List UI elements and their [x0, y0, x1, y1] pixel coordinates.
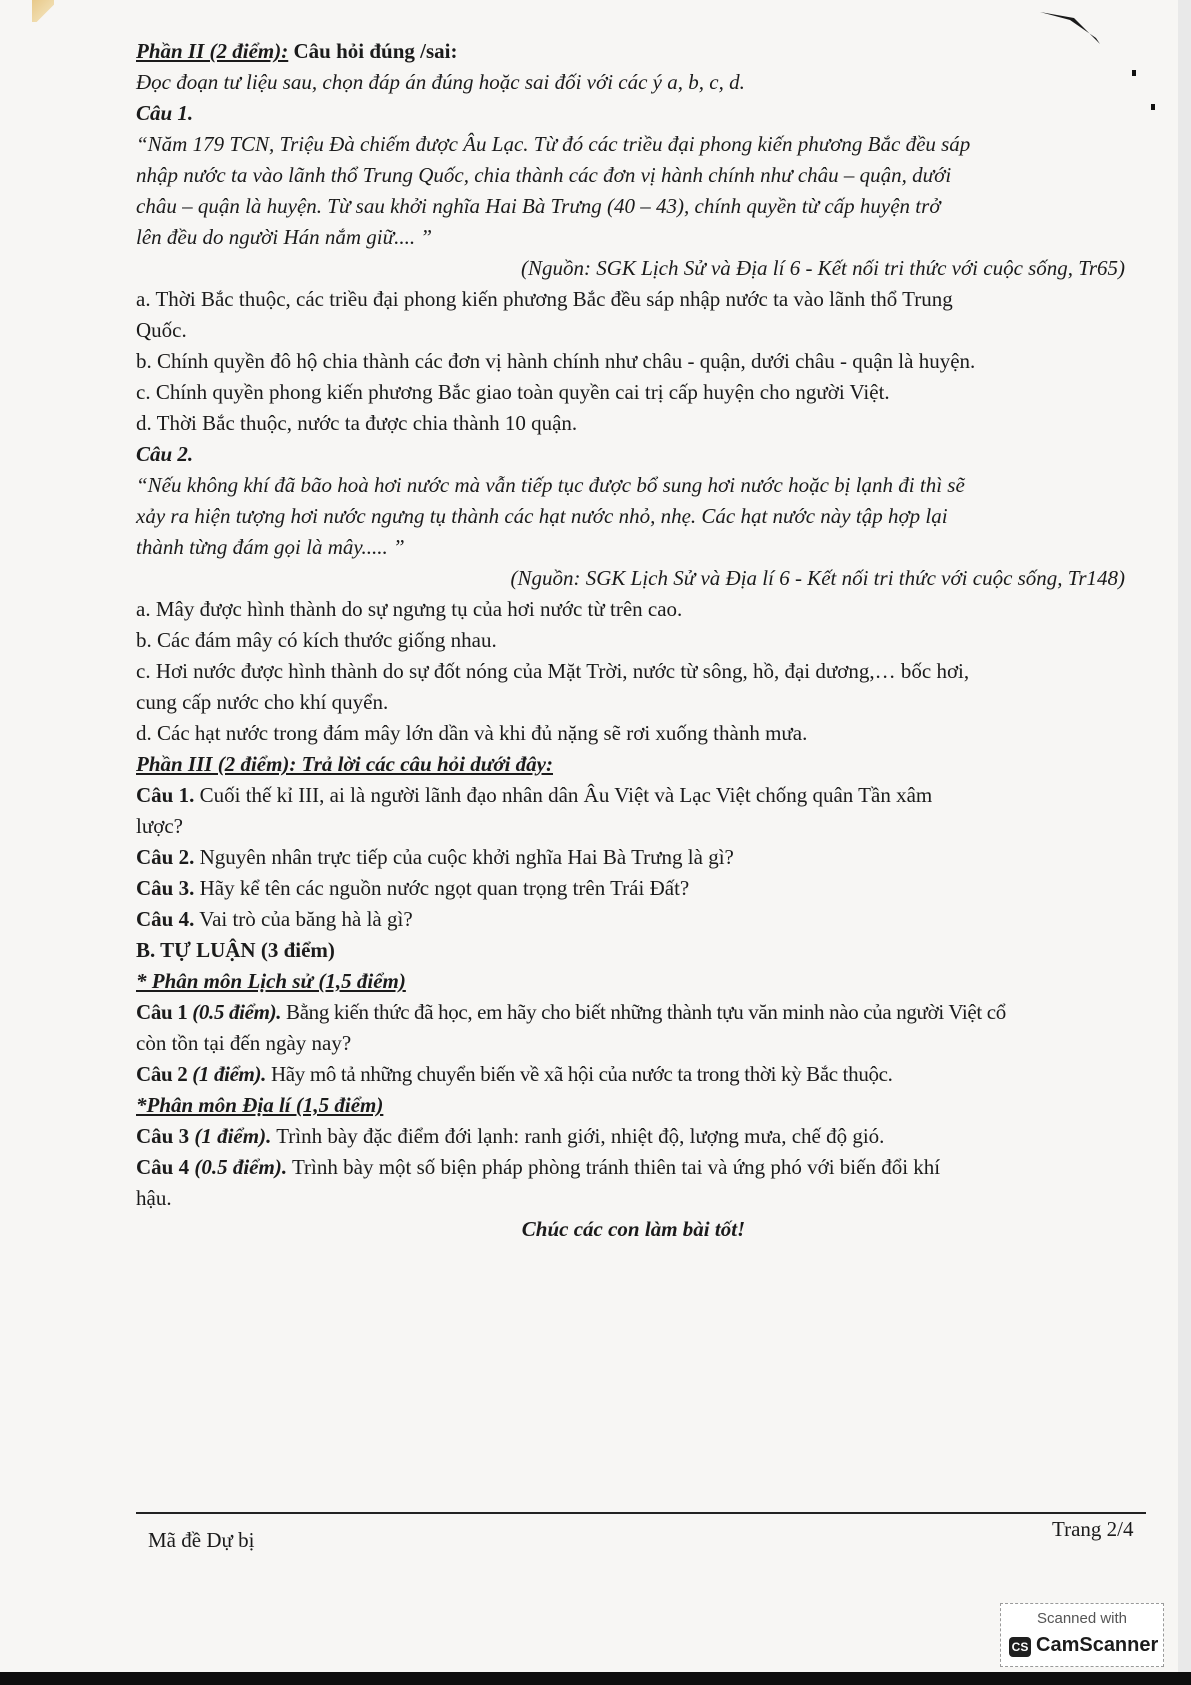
speck	[1132, 70, 1136, 76]
essay-heading: B. TỰ LUẬN (3 điểm)	[136, 938, 335, 962]
q2-option: b. Các đám mây có kích thước giống nhau.	[136, 628, 497, 652]
q1-option: a. Thời Bắc thuộc, các triều đại phong kiến phương Bắc đều sáp nhập nước ta vào lãnh thổ Trung	[136, 287, 953, 311]
part3-heading: Phần III (2 điểm): Trả lời các câu hỏi dưới đây:	[136, 752, 553, 776]
q2-passage-line: “Nếu không khí đã bão hoà hơi nước mà vẫn tiếp tục được bổ sung hơi nước hoặc bị lạnh đi thì sẽ	[136, 473, 965, 497]
q1-passage-line: lên đều do người Hán nắm giữ.... ”	[136, 225, 433, 249]
geo-q3: Câu 3 (1 điểm). Trình bày đặc điểm đới lạnh: ranh giới, nhiệt độ, lượng mưa, chế độ gió.	[136, 1124, 885, 1148]
q1-passage-line: “Năm 179 TCN, Triệu Đà chiếm được Âu Lạc. Từ đó các triều đại phong kiến phương Bắc đều sáp	[136, 132, 971, 156]
history-heading: * Phân môn Lịch sử (1,5 điểm)	[136, 969, 406, 993]
part3-question: Câu 2. Nguyên nhân trực tiếp của cuộc khởi nghĩa Hai Bà Trưng là gì?	[136, 845, 734, 869]
page-number: Trang 2/4	[1052, 1517, 1134, 1541]
q2-passage-line: xảy ra hiện tượng hơi nước ngưng tụ thành các hạt nước nhỏ, nhẹ. Các hạt nước này tập hợp lại	[136, 504, 948, 528]
closing-message: Chúc các con làm bài tốt!	[521, 1217, 746, 1241]
q2-passage-line: thành từng đám gọi là mây..... ”	[136, 535, 405, 559]
history-q1-cont: còn tồn tại đến ngày nay?	[136, 1031, 352, 1055]
watermark-caption: Scanned with	[1036, 1610, 1128, 1627]
q2-source: (Nguồn: SGK Lịch Sử và Địa lí 6 - Kết nối tri thức với cuộc sống, Tr148)	[510, 566, 1125, 590]
q1-option: d. Thời Bắc thuộc, nước ta được chia thành 10 quận.	[136, 411, 578, 435]
geo-q4-cont: hậu.	[136, 1186, 172, 1210]
part3-question: Câu 4. Vai trò của băng hà là gì?	[136, 907, 413, 931]
corner-fold	[32, 0, 54, 22]
exam-code: Mã đề Dự bị	[148, 1528, 255, 1552]
geo-heading: *Phân môn Địa lí (1,5 điểm)	[136, 1093, 384, 1117]
part3-question: Câu 3. Hãy kể tên các nguồn nước ngọt quan trọng trên Trái Đất?	[136, 876, 690, 900]
history-q1: Câu 1 (0.5 điểm). Bằng kiến thức đã học, em hãy cho biết những thành tựu văn minh nào của người Việt cổ	[136, 1000, 1006, 1024]
part3-question-cont: lược?	[136, 814, 183, 838]
part3-question: Câu 1. Cuối thế kỉ III, ai là người lãnh đạo nhân dân Âu Việt và Lạc Việt chống quân Tần xâm	[136, 783, 933, 807]
exam-content	[136, 36, 1131, 1245]
part2-heading: Phần II (2 điểm): Câu hỏi đúng /sai:	[136, 39, 458, 63]
q2-option: d. Các hạt nước trong đám mây lớn dần và khi đủ nặng sẽ rơi xuống thành mưa.	[136, 721, 808, 745]
camscanner-watermark	[1000, 1603, 1164, 1667]
speck	[1151, 104, 1155, 110]
q1-option: b. Chính quyền đô hộ chia thành các đơn vị hành chính như châu - quận, dưới châu - quận là huyện.	[136, 349, 976, 373]
q1-option: c. Chính quyền phong kiến phương Bắc giao toàn quyền cai trị cấp huyện cho người Việt.	[136, 380, 890, 404]
part2-instruction: Đọc đoạn tư liệu sau, chọn đáp án đúng hoặc sai đối với các ý a, b, c, d.	[136, 70, 745, 94]
q2-label: Câu 2.	[136, 442, 194, 466]
q1-label: Câu 1.	[136, 101, 194, 125]
camscanner-logo-icon: CS	[1009, 1637, 1031, 1657]
footer-divider	[136, 1512, 1146, 1514]
q2-option: c. Hơi nước được hình thành do sự đốt nóng của Mặt Trời, nước từ sông, hồ, đại dương,… bốc hơi,	[136, 659, 970, 683]
scan-edge	[1178, 0, 1191, 1685]
history-q2: Câu 2 (1 điểm). Hãy mô tả những chuyển biến về xã hội của nước ta trong thời kỳ Bắc thuộc.	[136, 1062, 893, 1086]
q1-option: Quốc.	[136, 318, 187, 342]
scan-bottom-edge	[0, 1672, 1191, 1685]
watermark-brand: CamScanner	[1036, 1634, 1159, 1656]
geo-q4: Câu 4 (0.5 điểm). Trình bày một số biện pháp phòng tránh thiên tai và ứng phó với biến đổi khí	[136, 1155, 941, 1179]
q1-passage-line: châu – quận là huyện. Từ sau khởi nghĩa Hai Bà Trưng (40 – 43), chính quyền từ cấp huyện trở	[136, 194, 941, 218]
q2-option: cung cấp nước cho khí quyển.	[136, 690, 389, 714]
q1-source: (Nguồn: SGK Lịch Sử và Địa lí 6 - Kết nối tri thức với cuộc sống, Tr65)	[521, 256, 1125, 280]
q1-passage-line: nhập nước ta vào lãnh thổ Trung Quốc, chia thành các đơn vị hành chính như châu – quận, dưới	[136, 163, 952, 187]
q2-option: a. Mây được hình thành do sự ngưng tụ của hơi nước từ trên cao.	[136, 597, 683, 621]
